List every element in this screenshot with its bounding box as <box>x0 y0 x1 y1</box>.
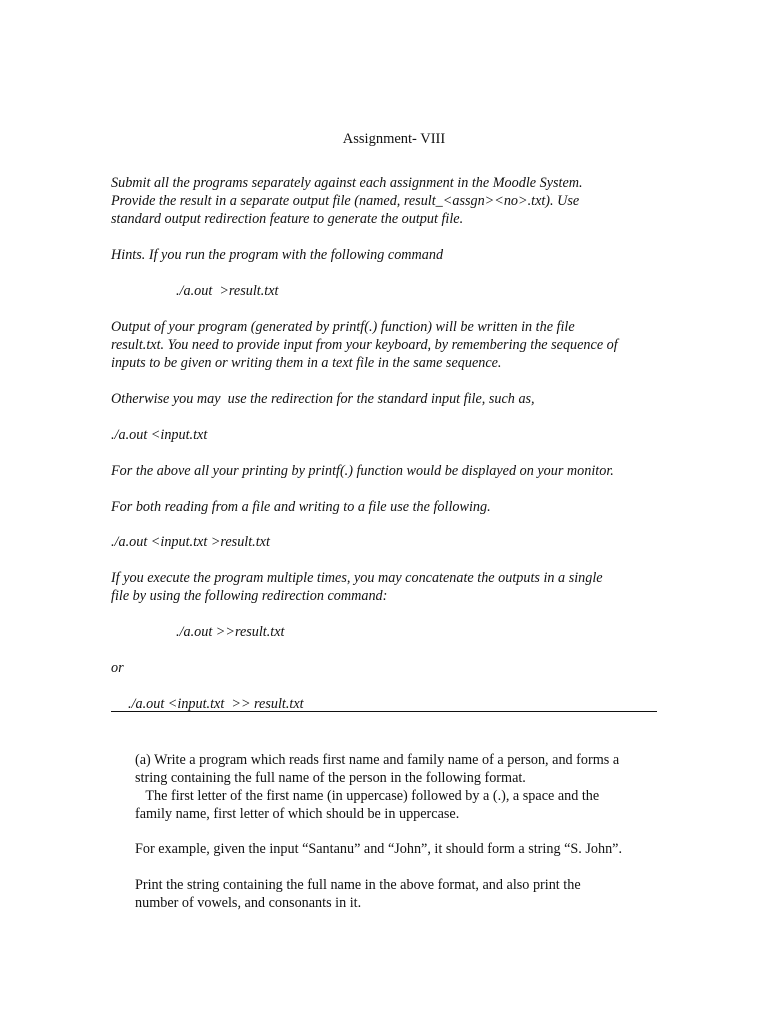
otherwise-text: Otherwise you may use the redirection for the standard input file, such as, <box>111 391 535 407</box>
both-redirect-note: For both reading from a file and writing to a file use the following. <box>111 499 491 515</box>
example-text: For example, given the input “Santanu” and “John”, it should form a string “S. John”. <box>135 841 623 857</box>
output-line: inputs to be given or writing them in a text file in the same sequence. <box>111 355 502 371</box>
output-line: result.txt. You need to provide input from your keyboard, by remembering the sequence of <box>111 337 618 353</box>
page-title: Assignment- VIII <box>342 131 446 147</box>
command-input-redirect: ./a.out <input.txt <box>111 427 208 443</box>
intro-line: standard output redirection feature to generate the output file. <box>111 211 464 227</box>
output-line: Output of your program (generated by printf(.) function) will be written in the file <box>111 319 575 335</box>
print-line: number of vowels, and consonants in it. <box>135 895 362 911</box>
or-text: or <box>111 660 124 676</box>
intro-line: Submit all the programs separately against each assignment in the Moodle System. <box>111 175 583 191</box>
section-divider <box>111 711 657 712</box>
question-a-line: family name, first letter of which should be in uppercase. <box>135 806 460 822</box>
question-a-line: string containing the full name of the person in the following format. <box>135 770 526 786</box>
intro-line: Provide the result in a separate output file (named, result_<assgn><no>.txt). Use <box>111 193 580 209</box>
print-line: Print the string containing the full name in the above format, and also print the <box>135 877 581 893</box>
command-append-input-redirect: ./a.out <input.txt >> result.txt <box>128 696 304 712</box>
multiple-line: If you execute the program multiple times, you may concatenate the outputs in a single <box>111 570 603 586</box>
command-append-redirect: ./a.out >>result.txt <box>176 624 285 640</box>
question-a-line: (a) Write a program which reads first name and family name of a person, and forms a <box>135 752 620 768</box>
multiple-line: file by using the following redirection command: <box>111 588 388 604</box>
command-output-redirect: ./a.out >result.txt <box>176 283 279 299</box>
command-both-redirect: ./a.out <input.txt >result.txt <box>111 534 270 550</box>
question-a-line: The first letter of the first name (in uppercase) followed by a (.), a space and the <box>135 788 600 804</box>
hints-text: Hints. If you run the program with the following command <box>111 247 444 263</box>
monitor-note: For the above all your printing by printf(.) function would be displayed on your monitor. <box>111 463 614 479</box>
